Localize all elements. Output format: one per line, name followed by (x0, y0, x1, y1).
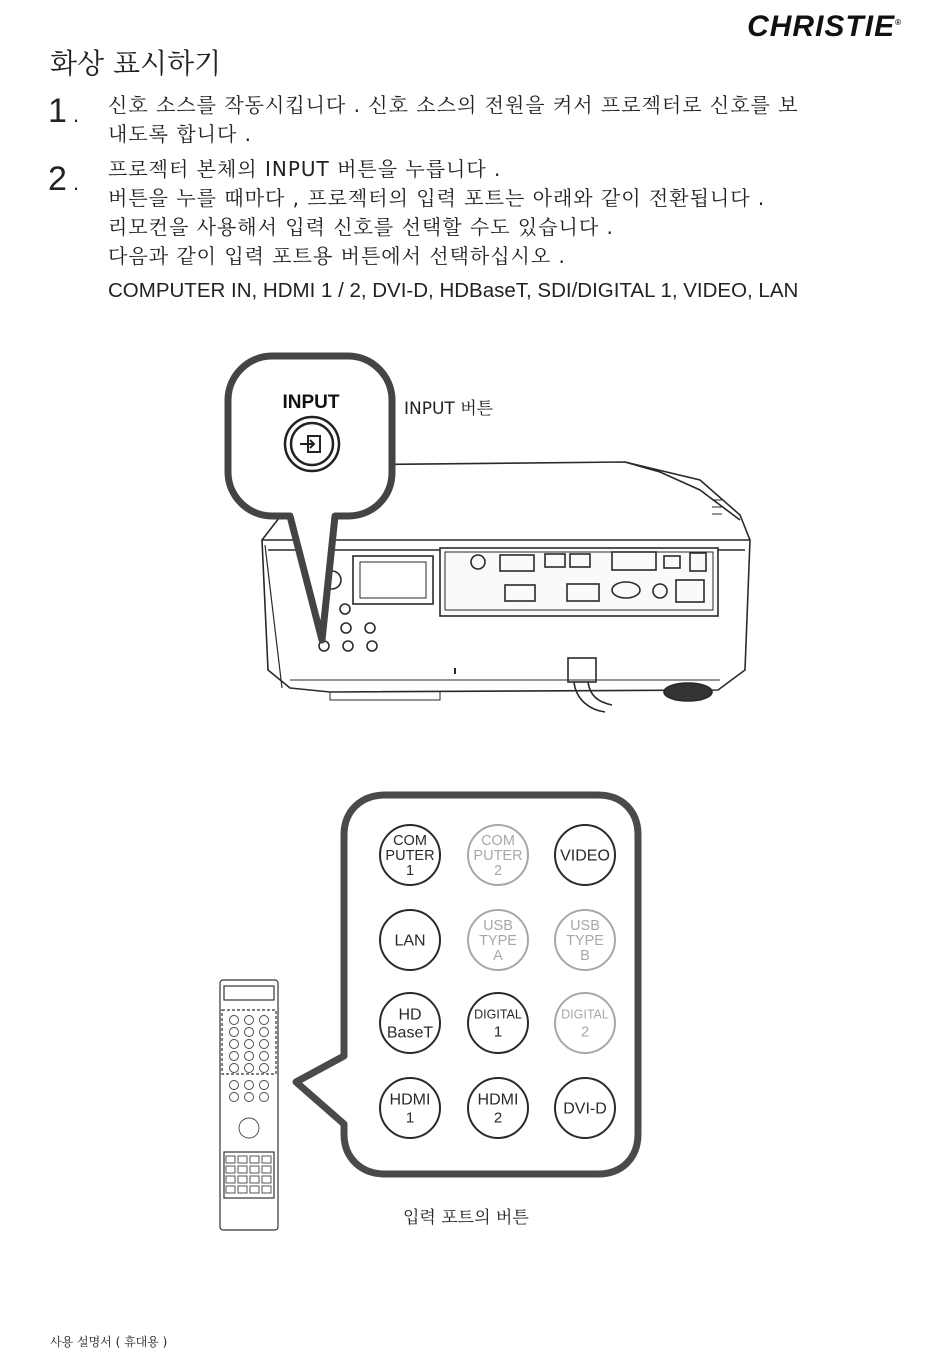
port-button-lan[interactable] (380, 910, 440, 970)
port-button-label: TYPE (566, 933, 604, 950)
port-button-label: BaseT (386, 1024, 434, 1042)
port-button-hdmi-2[interactable] (468, 1078, 528, 1138)
port-button-label: HD (398, 1006, 422, 1024)
brand-logo: CHRISTIE® (747, 10, 902, 43)
port-button-video[interactable] (555, 825, 615, 885)
remote-caption: 입력 포트의 버튼 (403, 1208, 529, 1228)
port-button-label: TYPE (479, 933, 517, 950)
port-button-label: 2 (493, 863, 503, 880)
port-button-usb-type-a[interactable] (468, 910, 528, 970)
port-button-usb-type-b[interactable] (555, 910, 615, 970)
footer-text: 사용 설명서 ( 휴대용 ) (50, 1335, 168, 1349)
port-button-label: 2 (580, 1023, 590, 1041)
step-line: 내도록 합니다 . (108, 122, 252, 146)
port-button-label: USB (570, 918, 600, 935)
port-button-label: COM (481, 833, 515, 850)
step-line: 버튼을 누를 때마다 , 프로젝터의 입력 포트는 아래와 같이 전환됩니다 . (108, 186, 766, 210)
page-title: 화상 표시하기 (50, 47, 222, 80)
port-button-label: LAN (394, 932, 426, 950)
step-line: 프로젝터 본체의 INPUT 버튼을 누릅니다 . (108, 157, 502, 181)
port-button-label: DVI-D (563, 1100, 607, 1118)
port-button-com-puter-1[interactable] (380, 825, 440, 885)
port-button-label: PUTER (385, 848, 435, 865)
port-button-dvi-d[interactable] (555, 1078, 615, 1138)
step-line: 신호 소스를 작동시킵니다 . 신호 소스의 전원을 켜서 프로젝터로 신호를 보 (108, 93, 799, 117)
port-button-label: DIGITAL (474, 1007, 522, 1022)
input-button-label: INPUT (282, 392, 340, 413)
step-line: 다음과 같이 입력 포트용 버튼에서 선택하십시오 . (108, 244, 566, 268)
port-button-hdmi-1[interactable] (380, 1078, 440, 1138)
port-button-label: HDMI (477, 1091, 519, 1109)
port-button-label: A (493, 948, 503, 965)
input-button-callout: INPUT 버튼 (404, 399, 494, 419)
port-button-label: HDMI (389, 1091, 431, 1109)
port-button-label: B (580, 948, 590, 965)
port-button-label: 1 (405, 1109, 415, 1127)
step-number: 2 . (48, 160, 80, 198)
port-button-label: COM (393, 833, 427, 850)
port-button-label: DIGITAL (561, 1007, 609, 1022)
port-button-label: PUTER (473, 848, 523, 865)
port-button-label: VIDEO (560, 847, 610, 865)
ports-sequence: COMPUTER IN, HDMI 1 / 2, DVI-D, HDBaseT, SDI/DIGITAL 1, VIDEO, LAN (108, 279, 799, 302)
step-number: 1 . (48, 92, 80, 130)
step-line: 리모컨을 사용해서 입력 신호를 선택할 수도 있습니다 . (108, 215, 614, 239)
port-button-com-puter-2[interactable] (468, 825, 528, 885)
port-button-label: USB (483, 918, 513, 935)
port-button-label: 1 (405, 863, 415, 880)
port-button-digital-2[interactable] (555, 993, 615, 1053)
port-button-label: 1 (493, 1023, 503, 1041)
port-button-label: 2 (493, 1109, 503, 1127)
port-button-digital-1[interactable] (468, 993, 528, 1053)
port-button-hd-baset[interactable] (380, 993, 440, 1053)
